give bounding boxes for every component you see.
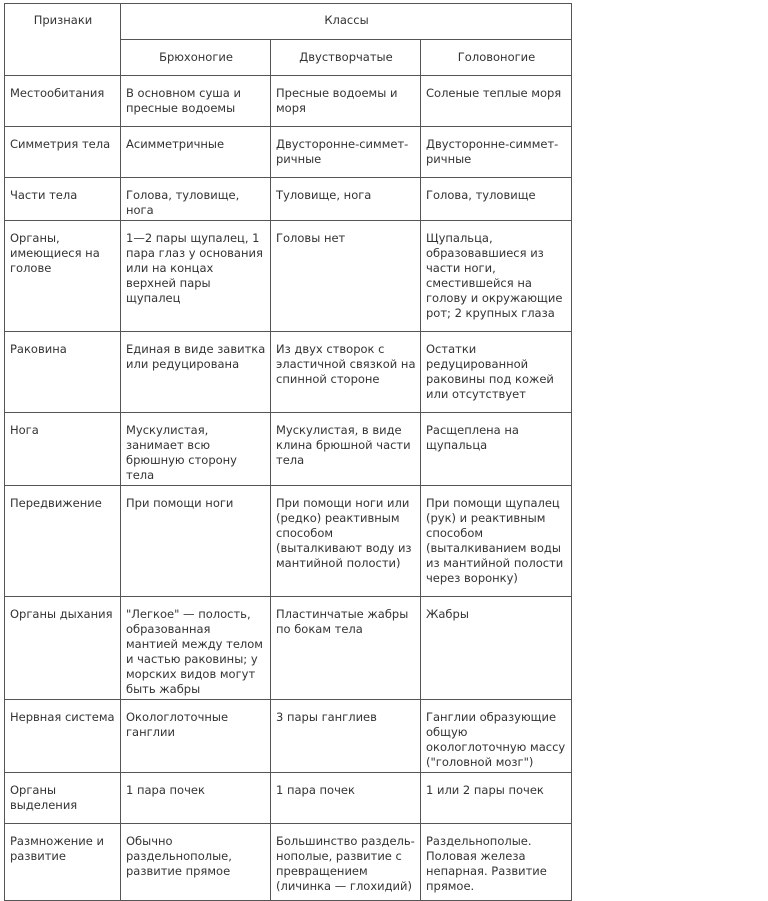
value-cell: Раздельнополые. Половая железа непарная. Развитие прямое. (421, 824, 572, 901)
value-cell: Обычно раздельнополые, развитие прямое (121, 824, 271, 901)
feature-cell: Органы, имеющиеся на голове (5, 221, 121, 332)
value-cell: 1 или 2 пары почек (421, 773, 572, 824)
value-cell: Жабры (421, 597, 572, 700)
feature-cell: Местообитания (5, 76, 121, 127)
table-row (5, 332, 572, 413)
table-row (5, 773, 572, 824)
value-cell: Мускулистая, в виде клина брюшной части тела (271, 413, 421, 486)
table-row (5, 127, 572, 178)
value-cell: Пластинчатые жабры по бокам тела (271, 597, 421, 700)
value-cell: Головы нет (271, 221, 421, 332)
feature-cell: Органы дыхания (5, 597, 121, 700)
value-cell: Остатки редуцированной раковины под кожей или отсутствует (421, 332, 572, 413)
feature-cell: Передвижение (5, 486, 121, 597)
value-cell: Голова, туловище, нога (121, 178, 271, 221)
value-cell: Голова, туловище (421, 178, 572, 221)
value-cell: Единая в виде завитка или редуцирована (121, 332, 271, 413)
table-header-row (5, 4, 572, 40)
feature-cell: Нога (5, 413, 121, 486)
value-cell: 1—2 пары щупалец, 1 пара глаз у основания или на концах верхней пары щупалец (121, 221, 271, 332)
value-cell: "Легкое" — полость, образованная мантией между телом и частью раковины; у морских видов могут быть жабры (121, 597, 271, 700)
value-cell: При помощи ноги (121, 486, 271, 597)
table-row (5, 700, 572, 773)
table-row (5, 76, 572, 127)
class-header-cephalopods: Головоногие (421, 40, 572, 76)
value-cell: Окологлоточные ганглии (121, 700, 271, 773)
feature-cell: Симметрия тела (5, 127, 121, 178)
value-cell: При помощи ноги или (редко) реактивным способом (выталкивают воду из мантийной полости) (271, 486, 421, 597)
value-cell: Асимметричные (121, 127, 271, 178)
value-cell: Большинство раздель-нополые, развитие с превращением (личинка — глохидий) (271, 824, 421, 901)
feature-cell: Части тела (5, 178, 121, 221)
value-cell: Двусторонне-симмет-ричные (421, 127, 572, 178)
features-header: Признаки (5, 4, 121, 76)
value-cell: Туловище, нога (271, 178, 421, 221)
value-cell: Пресные водоемы и моря (271, 76, 421, 127)
classes-header: Классы (121, 4, 572, 40)
mollusc-classes-table (4, 3, 572, 901)
value-cell: Двусторонне-симмет-ричные (271, 127, 421, 178)
feature-cell: Органы выделения (5, 773, 121, 824)
value-cell: Соленые теплые моря (421, 76, 572, 127)
value-cell: В основном суша и пресные водоемы (121, 76, 271, 127)
value-cell: При помощи щупалец (рук) и реактивным способом (выталкиванием воды из мантийной полости через воронку) (421, 486, 572, 597)
value-cell: Ганглии образующие общую окологлоточную массу ("головной мозг") (421, 700, 572, 773)
table-row (5, 221, 572, 332)
table-row (5, 413, 572, 486)
class-header-gastropods: Брюхоногие (121, 40, 271, 76)
value-cell: 1 пара почек (121, 773, 271, 824)
value-cell: Из двух створок с эластичной связкой на спинной стороне (271, 332, 421, 413)
class-header-bivalves: Двустворчатые (271, 40, 421, 76)
value-cell: Мускулистая, занимает всю брюшную сторону тела (121, 413, 271, 486)
feature-cell: Раковина (5, 332, 121, 413)
table-row (5, 824, 572, 901)
feature-cell: Нервная система (5, 700, 121, 773)
table-row (5, 486, 572, 597)
value-cell: 3 пары ганглиев (271, 700, 421, 773)
table-row (5, 597, 572, 700)
feature-cell: Размножение и развитие (5, 824, 121, 901)
table-row (5, 178, 572, 221)
value-cell: 1 пара почек (271, 773, 421, 824)
value-cell: Щупальца, образовавшиеся из части ноги, сместившейся на голову и окружающие рот; 2 крупных глаза (421, 221, 572, 332)
value-cell: Расщеплена на щупальца (421, 413, 572, 486)
